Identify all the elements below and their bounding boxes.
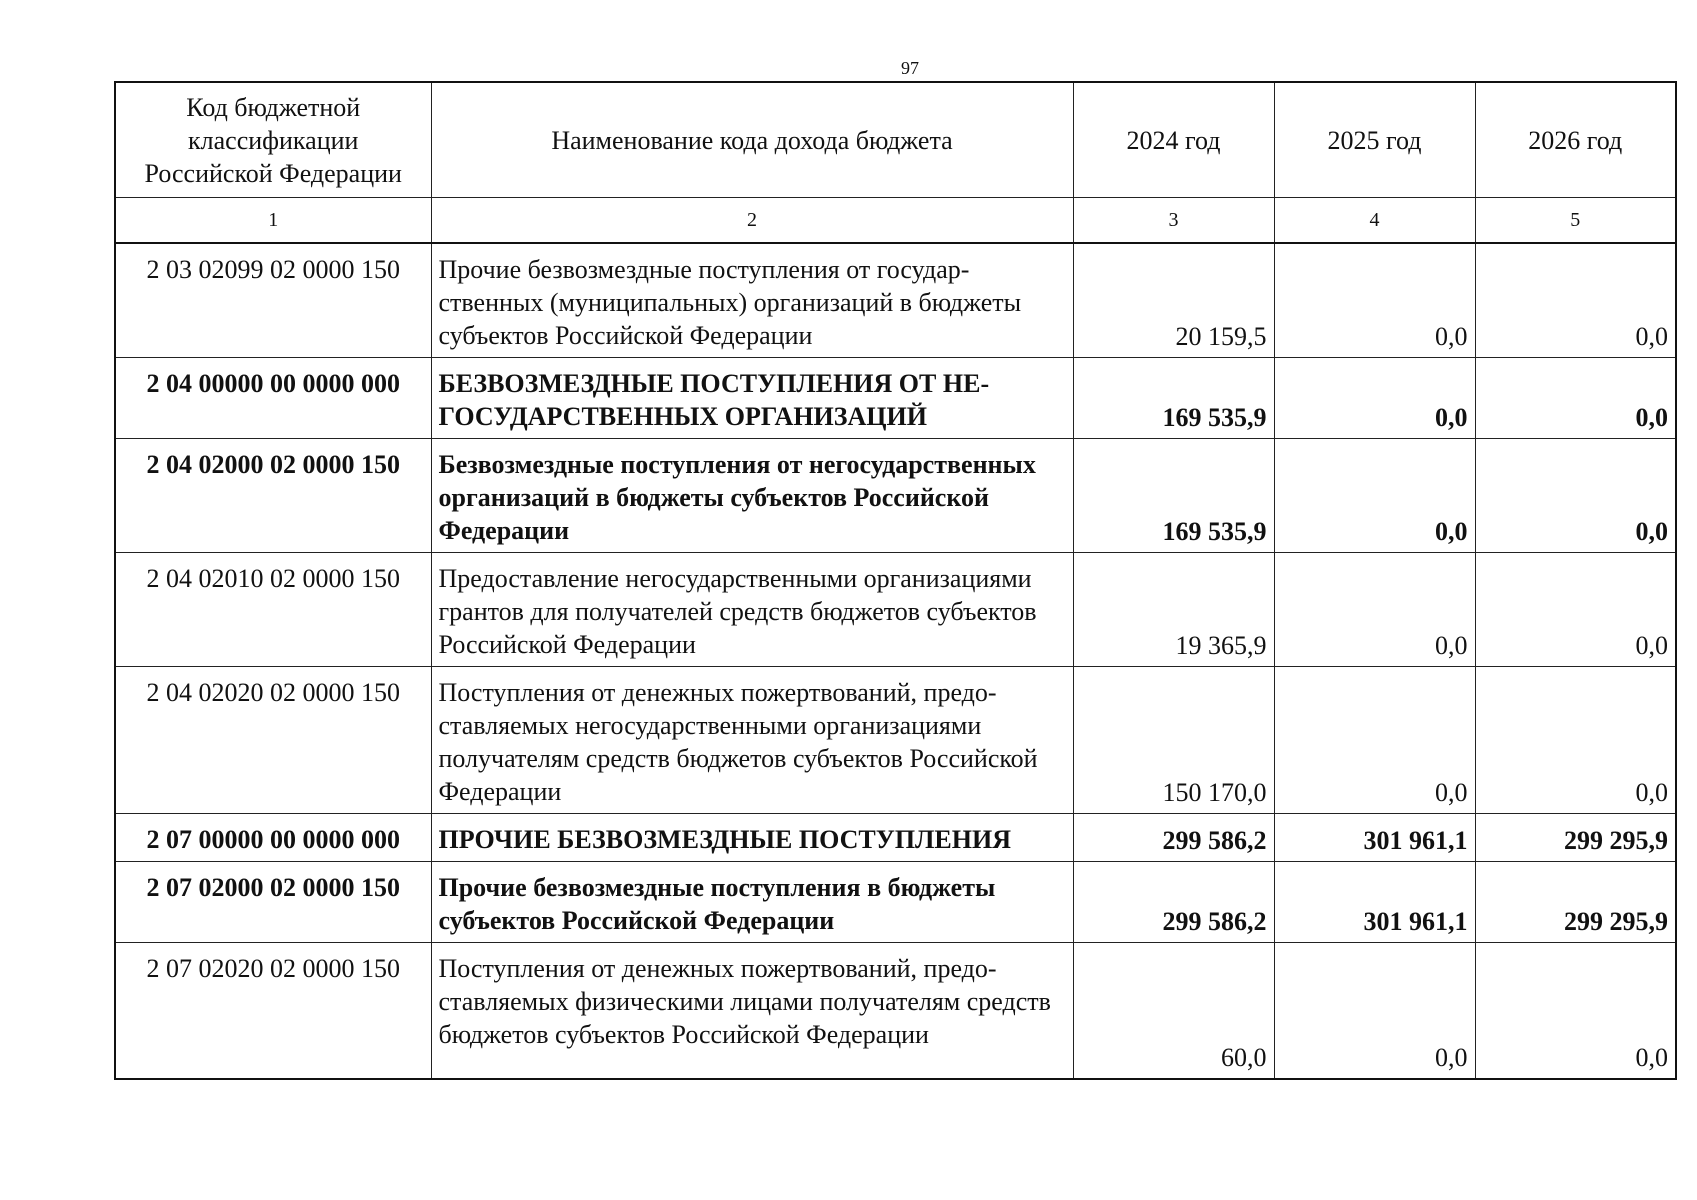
amount-2024-cell: 20 159,5 xyxy=(1073,243,1274,358)
budget-code-cell: 2 03 02099 02 0000 150 xyxy=(115,243,431,358)
revenue-name-cell: Поступления от денежных пожертвований, предоставляемых негосударственными организациями получателям средств бюджетов субъектов Российской Федерации xyxy=(431,667,1073,814)
amount-2025-cell: 0,0 xyxy=(1274,358,1475,439)
column-number-row xyxy=(115,198,1676,244)
amount-2025-cell: 301 961,1 xyxy=(1274,814,1475,862)
amount-2026-cell: 0,0 xyxy=(1475,553,1676,667)
revenue-name-cell: Прочие безвозмездные поступления от государственных (муниципальных) организаций в бюджеты субъектов Российской Федерации xyxy=(431,243,1073,358)
column-number: 3 xyxy=(1073,198,1274,244)
revenue-name-cell: Предоставление негосударственными организациями грантов для получателей средств бюджетов субъектов Российской Федерации xyxy=(431,553,1073,667)
revenue-name-cell: БЕЗВОЗМЕЗДНЫЕ ПОСТУПЛЕНИЯ ОТ НЕГОСУДАРСТВЕННЫХ ОРГАНИЗАЦИЙ xyxy=(431,358,1073,439)
header-year-2026: 2026 год xyxy=(1475,82,1676,198)
header-revenue-name: Наименование кода дохода бюджета xyxy=(431,82,1073,198)
revenue-name-cell: ПРОЧИЕ БЕЗВОЗМЕЗДНЫЕ ПОСТУПЛЕНИЯ xyxy=(431,814,1073,862)
table-row xyxy=(115,553,1676,667)
page-number: 97 xyxy=(901,58,919,78)
header-year-2024: 2024 год xyxy=(1073,82,1274,198)
amount-2025-cell: 0,0 xyxy=(1274,243,1475,358)
revenue-name-cell: Безвозмездные поступления от негосударственных организаций в бюджеты субъектов Российской Федерации xyxy=(431,439,1073,553)
amount-2025-cell: 0,0 xyxy=(1274,553,1475,667)
header-budget-code: Код бюджетной классификации Российской Федерации xyxy=(115,82,431,198)
amount-2026-cell: 0,0 xyxy=(1475,243,1676,358)
table-row xyxy=(115,667,1676,814)
table-header-row xyxy=(115,82,1676,198)
table-row xyxy=(115,943,1676,1079)
amount-2026-cell: 0,0 xyxy=(1475,358,1676,439)
column-number: 2 xyxy=(431,198,1073,244)
amount-2026-cell: 0,0 xyxy=(1475,667,1676,814)
column-number: 1 xyxy=(115,198,431,244)
column-number: 4 xyxy=(1274,198,1475,244)
budget-code-cell: 2 07 02020 02 0000 150 xyxy=(115,943,431,1079)
amount-2025-cell: 301 961,1 xyxy=(1274,862,1475,943)
amount-2024-cell: 299 586,2 xyxy=(1073,814,1274,862)
amount-2025-cell: 0,0 xyxy=(1274,667,1475,814)
header-year-2025: 2025 год xyxy=(1274,82,1475,198)
amount-2024-cell: 169 535,9 xyxy=(1073,439,1274,553)
table-row xyxy=(115,814,1676,862)
budget-code-cell: 2 07 00000 00 0000 000 xyxy=(115,814,431,862)
amount-2026-cell: 299 295,9 xyxy=(1475,814,1676,862)
amount-2024-cell: 169 535,9 xyxy=(1073,358,1274,439)
revenue-name-cell: Прочие безвозмездные поступления в бюджеты субъектов Российской Федерации xyxy=(431,862,1073,943)
amount-2026-cell: 299 295,9 xyxy=(1475,862,1676,943)
revenue-name-cell: Поступления от денежных пожертвований, предоставляемых физическими лицами получателям средств бюджетов субъектов Российской Федерации xyxy=(431,943,1073,1079)
table-row xyxy=(115,862,1676,943)
budget-code-cell: 2 04 02020 02 0000 150 xyxy=(115,667,431,814)
amount-2024-cell: 19 365,9 xyxy=(1073,553,1274,667)
budget-code-cell: 2 04 02000 02 0000 150 xyxy=(115,439,431,553)
table-body xyxy=(115,243,1676,1079)
budget-revenue-table xyxy=(114,81,1677,1080)
amount-2025-cell: 0,0 xyxy=(1274,943,1475,1079)
amount-2026-cell: 0,0 xyxy=(1475,943,1676,1079)
table-row xyxy=(115,358,1676,439)
column-number: 5 xyxy=(1475,198,1676,244)
budget-code-cell: 2 04 02010 02 0000 150 xyxy=(115,553,431,667)
amount-2026-cell: 0,0 xyxy=(1475,439,1676,553)
budget-code-cell: 2 07 02000 02 0000 150 xyxy=(115,862,431,943)
table-row xyxy=(115,243,1676,358)
amount-2025-cell: 0,0 xyxy=(1274,439,1475,553)
amount-2024-cell: 299 586,2 xyxy=(1073,862,1274,943)
table-row xyxy=(115,439,1676,553)
budget-code-cell: 2 04 00000 00 0000 000 xyxy=(115,358,431,439)
amount-2024-cell: 150 170,0 xyxy=(1073,667,1274,814)
amount-2024-cell: 60,0 xyxy=(1073,943,1274,1079)
